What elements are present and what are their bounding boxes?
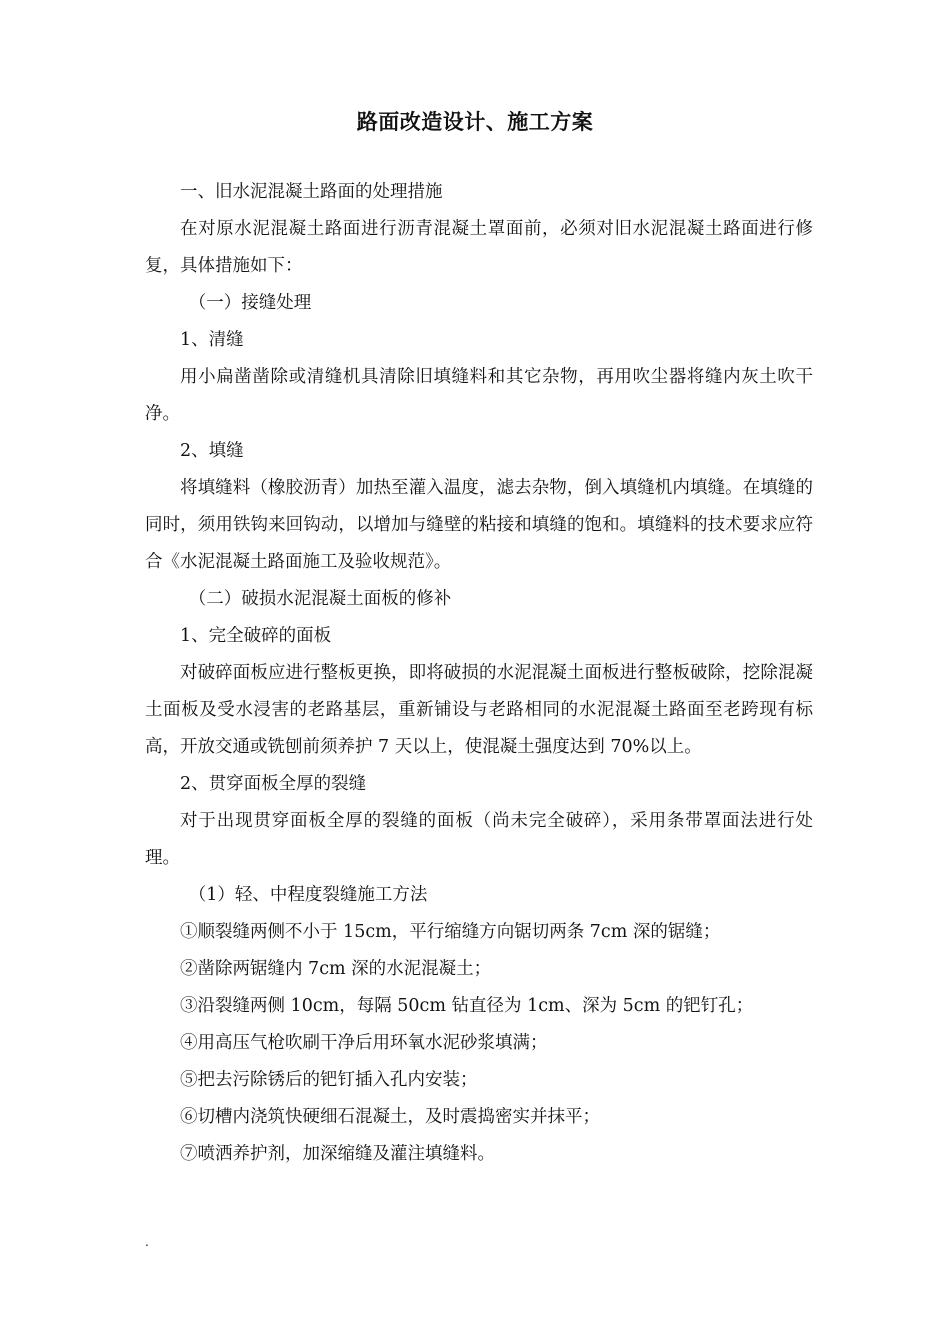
step-item: ①顺裂缝两侧不小于 15cm，平行缩缝方向锯切两条 7cm 深的锯缝； xyxy=(180,922,721,942)
step-item: ④用高压气枪吹刷干净后用环氧水泥砂浆填满； xyxy=(180,1033,548,1053)
document-body xyxy=(145,174,813,1173)
step-item: ⑤把去污除锈后的钯钉插入孔内安装； xyxy=(180,1070,478,1090)
method-heading: （1）轻、中程度裂缝施工方法 xyxy=(188,885,428,905)
subsection-heading: （二）破损水泥混凝土面板的修补 xyxy=(188,589,452,609)
footer-mark: . xyxy=(145,1235,149,1249)
item-heading: 2、贯穿面板全厚的裂缝 xyxy=(180,774,367,794)
step-item: ⑦喷洒养护剂，加深缩缝及灌注填缝料。 xyxy=(180,1144,495,1164)
subsection-heading: （一）接缝处理 xyxy=(188,293,312,313)
section-heading-1: 一、旧水泥混凝土路面的处理措施 xyxy=(180,182,443,202)
paragraph: 对于出现贯穿面板全厚的裂缝的面板（尚未完全破碎），采用条带罩面法进行处理。 xyxy=(145,811,813,868)
paragraph: 对破碎面板应进行整板更换，即将破损的水泥混凝土面板进行整板破除，挖除混凝土面板及受水浸害的老路基层，重新铺设与老路相同的水泥混凝土路面至老跨现有标高，开放交通或铣刨前须养护 7 天以上，使混凝土强度达到 70%以上。 xyxy=(145,663,813,757)
paragraph: 用小扁凿凿除或清缝机具清除旧填缝料和其它杂物，再用吹尘器将缝内灰土吹干净。 xyxy=(145,367,813,424)
paragraph: 将填缝料（橡胶沥青）加热至灌入温度，滤去杂物，倒入填缝机内填缝。在填缝的同时，须用铁钩来回钩动，以增加与缝壁的粘接和填缝的饱和。填缝料的技术要求应符合《水泥混凝土路面施工及验收规范》。 xyxy=(145,478,813,572)
item-heading: 1、清缝 xyxy=(180,330,244,350)
step-item: ②凿除两锯缝内 7cm 深的水泥混凝土； xyxy=(180,959,492,979)
item-heading: 1、完全破碎的面板 xyxy=(180,626,332,646)
step-item: ③沿裂缝两侧 10cm，每隔 50cm 钻直径为 1cm、深为 5cm 的钯钉孔； xyxy=(180,996,754,1016)
paragraph: 在对原水泥混凝土路面进行沥青混凝土罩面前，必须对旧水泥混凝土路面进行修复，具体措施如下： xyxy=(145,219,813,276)
step-item: ⑥切槽内浇筑快硬细石混凝土，及时震捣密实并抹平； xyxy=(180,1107,600,1127)
item-heading: 2、填缝 xyxy=(180,441,244,461)
document-title: 路面改造设计、施工方案 xyxy=(356,109,594,134)
